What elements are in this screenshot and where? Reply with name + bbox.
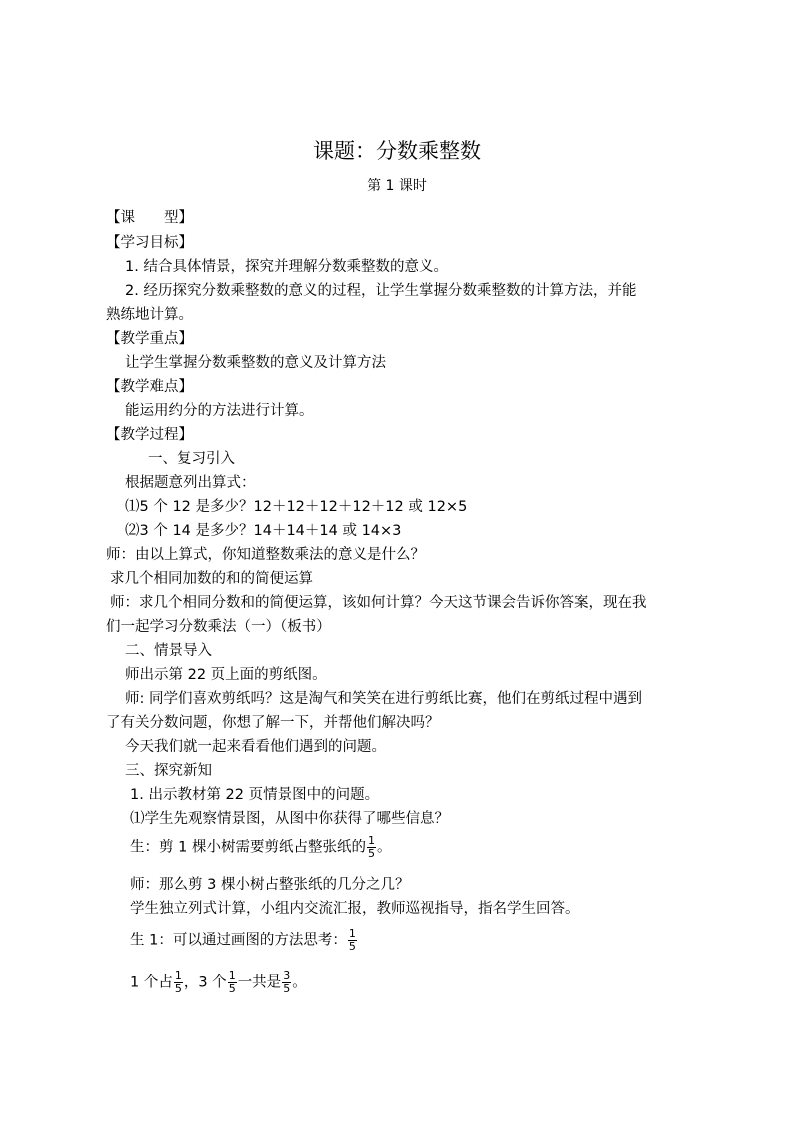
page-subtitle: 第 1 课时: [367, 178, 427, 194]
process-line: 师：那么剪 3 棵小树占整张纸的几分之几？: [130, 877, 410, 893]
process-line: ⑵3 个 14 是多少？14＋14＋14 或 14×3: [125, 523, 402, 539]
fraction-numerator: 3: [283, 969, 291, 982]
process-line-fraction: [130, 928, 358, 953]
fraction-denominator: 5: [174, 982, 182, 995]
process-line: ⑴学生先观察情景图，从图中你获得了哪些信息？: [130, 811, 449, 827]
fraction-numerator: 1: [367, 834, 375, 847]
section-goals-label: 【学习目标】: [106, 235, 193, 251]
process-line: 1. 出示教材第 22 页情景图中的问题。: [130, 787, 380, 803]
process-line: 今天我们就一起来看看他们遇到的问题。: [125, 739, 386, 755]
process-line: 师：求几个相同分数和的简便运算，该如何计算？今天这节课会告诉你答案，现在我: [110, 595, 647, 611]
process-heading-3: 三、探究新知: [125, 763, 212, 779]
text-segment: 。: [292, 974, 307, 991]
process-line: 了有关分数问题，你想了解一下，并帮他们解决吗？: [106, 715, 440, 731]
fraction-one-fifth: [228, 970, 237, 995]
difficulty-text: 能运用约分的方法进行计算。: [125, 403, 314, 419]
text-segment: 。: [376, 839, 392, 856]
goal-2-line-1: 2. 经历探究分数乘整数的意义的过程，让学生掌握分数乘整数的计算方法，并能: [125, 283, 637, 299]
process-heading-2: 二、情景导入: [125, 643, 212, 659]
section-process-label: 【教学过程】: [106, 427, 193, 443]
text-segment: ，3 个: [183, 974, 227, 991]
section-key-label: 【教学重点】: [106, 331, 193, 347]
process-line: 师：由以上算式，你知道整数乘法的意义是什么？: [106, 547, 425, 563]
fraction-one-fifth: [348, 928, 357, 953]
process-line: 学生独立列式计算，小组内交流汇报，教师巡视指导，指名学生回答。: [130, 901, 580, 917]
fraction-denominator: 5: [367, 847, 375, 860]
process-line: 们一起学习分数乘法（一）（板书）: [106, 619, 331, 635]
process-line-fraction: [130, 970, 307, 995]
process-line: 师出示第 22 页上面的剪纸图。: [125, 667, 327, 683]
fraction-numerator: 1: [228, 969, 236, 982]
text-segment: 生：剪 1 棵小树需要剪纸占整张纸的: [130, 839, 366, 856]
process-heading-1: 一、复习引入: [148, 451, 235, 467]
section-type-label: 【课 型】: [106, 210, 193, 226]
process-line: 根据题意列出算式：: [125, 475, 256, 491]
section-difficulty-label: 【教学难点】: [106, 379, 193, 395]
page-title: 课题：分数乘整数: [313, 139, 481, 163]
fraction-denominator: 5: [228, 982, 236, 995]
fraction-one-fifth: [174, 970, 183, 995]
goal-1: 1. 结合具体情景，探究并理解分数乘整数的意义。: [125, 259, 448, 275]
goal-2-line-2: 熟练地计算。: [106, 307, 193, 323]
fraction-one-fifth: [367, 835, 376, 860]
fraction-numerator: 1: [174, 969, 182, 982]
text-segment: 生 1：可以通过画图的方法思考：: [130, 932, 347, 949]
key-point-text: 让学生掌握分数乘整数的意义及计算方法: [125, 355, 386, 371]
process-line: ⑴5 个 12 是多少？12＋12＋12＋12＋12 或 12×5: [125, 499, 468, 515]
text-segment: 1 个占: [130, 974, 173, 991]
process-line-fraction: [130, 835, 391, 860]
text-segment: 一共是: [237, 974, 282, 991]
fraction-denominator: 5: [348, 940, 356, 953]
process-line: 师: 同学们喜欢剪纸吗？这是淘气和笑笑在进行剪纸比赛，他们在剪纸过程中遇到: [125, 691, 642, 707]
fraction-three-fifths: [282, 970, 291, 995]
fraction-numerator: 1: [348, 927, 356, 940]
fraction-denominator: 5: [283, 982, 291, 995]
process-line: 求几个相同加数的和的简便运算: [110, 571, 313, 587]
